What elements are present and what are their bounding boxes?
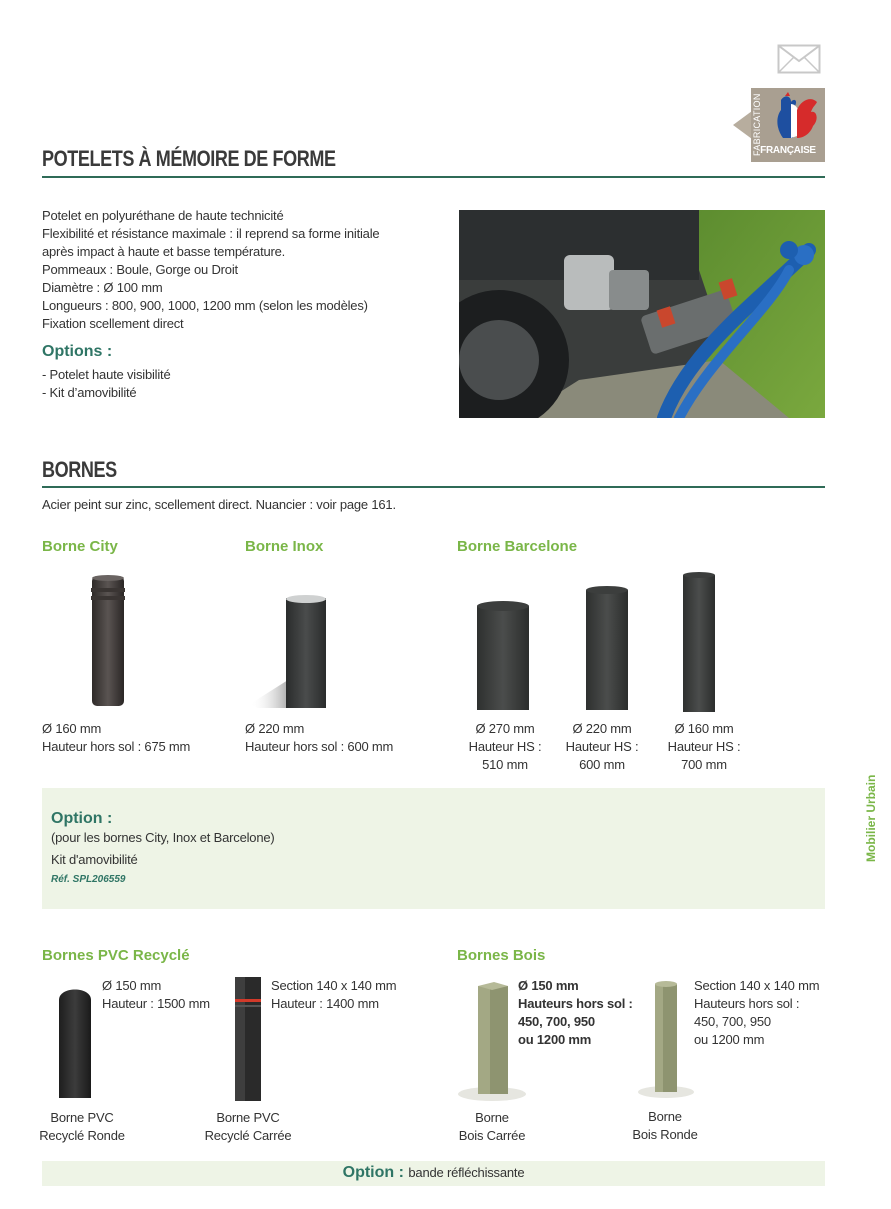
borne-inox-image xyxy=(248,594,330,710)
potelet-impact-photo xyxy=(459,210,825,418)
description-line: Longueurs : 800, 900, 1000, 1200 mm (selon les modèles) xyxy=(42,298,368,313)
option-bar-content xyxy=(42,1164,825,1182)
barcelone-160-specs xyxy=(654,720,754,774)
spec-line: ou 1200 mm xyxy=(694,1032,765,1047)
city-specs xyxy=(42,720,190,756)
rooster-icon xyxy=(771,92,821,144)
spec-line: Ø 160 mm xyxy=(674,721,734,736)
option-box xyxy=(42,788,825,909)
spec-line: 600 mm xyxy=(579,757,625,772)
option-box-ref: Réf. SPL206559 xyxy=(51,874,126,885)
spec-line: Ø 220 mm xyxy=(245,721,305,736)
spec-line: Ø 160 mm xyxy=(42,721,102,736)
bois-ronde-specs xyxy=(694,977,819,1049)
option-item: - Kit d’amovibilité xyxy=(42,385,137,400)
fabrication-francaise-badge xyxy=(733,88,825,162)
badge-line1: FABRICATION xyxy=(752,93,762,156)
spec-line: 450, 700, 950 xyxy=(694,1014,771,1029)
spec-line: Hauteurs hors sol : xyxy=(694,996,800,1011)
caption-line: Borne PVC xyxy=(216,1110,280,1125)
spec-line: 510 mm xyxy=(482,757,528,772)
spec-line: Hauteurs hors sol : xyxy=(518,996,633,1011)
spec-line: Section 140 x 140 mm xyxy=(694,978,820,993)
pvc-carree-specs xyxy=(271,977,396,1013)
description-line: Pommeaux : Boule, Gorge ou Droit xyxy=(42,262,238,277)
options-title: Options : xyxy=(42,343,113,360)
caption-line: Recyclé Ronde xyxy=(39,1128,125,1143)
section-rule xyxy=(42,486,825,488)
spec-line: Ø 220 mm xyxy=(572,721,632,736)
spec-line: Hauteur hors sol : 600 mm xyxy=(245,739,394,754)
spec-line: Hauteur : 1400 mm xyxy=(271,996,379,1011)
spec-line: Hauteur : 1500 mm xyxy=(102,996,210,1011)
pvc-carree-caption xyxy=(188,1109,308,1145)
spec-line: 450, 700, 950 xyxy=(518,1014,595,1029)
spec-line: Hauteur HS : xyxy=(565,739,639,754)
description-line: Potelet en polyuréthane de haute technicité xyxy=(42,208,284,223)
option-bar xyxy=(42,1161,825,1186)
badge-line2: FRANÇAISE xyxy=(760,145,816,156)
barcelone-220-specs xyxy=(552,720,652,774)
option-bar-title: Option : xyxy=(342,1164,404,1181)
spec-line: Ø 150 mm xyxy=(102,978,162,993)
caption-line: Recyclé Carrée xyxy=(204,1128,292,1143)
option-box-line2: Kit d'amovibilité xyxy=(51,852,138,867)
description-line: après impact à haute et basse température. xyxy=(42,244,286,259)
borne-pvc-carree-image xyxy=(231,975,265,1103)
spec-line: 700 mm xyxy=(681,757,727,772)
potelets-description xyxy=(42,207,442,333)
option-box-title: Option : xyxy=(51,810,113,827)
spec-line: ou 1200 mm xyxy=(518,1032,592,1047)
caption-line: Borne PVC xyxy=(50,1110,114,1125)
product-name-city: Borne City xyxy=(42,538,118,555)
option-item: - Potelet haute visibilité xyxy=(42,367,171,382)
product-name-bois: Bornes Bois xyxy=(457,947,546,964)
borne-pvc-ronde-image xyxy=(56,982,94,1100)
spec-line: Hauteur HS : xyxy=(667,739,741,754)
spec-line: Hauteur HS : xyxy=(468,739,542,754)
borne-barcelone-270-image xyxy=(475,600,531,712)
inox-specs xyxy=(245,720,393,756)
caption-line: Bois Carrée xyxy=(458,1128,526,1143)
section-title-potelets: POTELETS À MÉMOIRE DE FORME xyxy=(42,146,336,171)
product-name-pvc: Bornes PVC Recyclé xyxy=(42,947,190,964)
pvc-ronde-specs xyxy=(102,977,210,1013)
description-line: Fixation scellement direct xyxy=(42,316,184,331)
side-label-mobilier-urbain: Mobilier Urbain xyxy=(864,774,878,862)
section-title-bornes: BORNES xyxy=(42,457,117,482)
borne-barcelone-160-image xyxy=(681,572,717,714)
description-line: Diamètre : Ø 100 mm xyxy=(42,280,163,295)
product-name-inox: Borne Inox xyxy=(245,538,324,555)
spec-line: Hauteur hors sol : 675 mm xyxy=(42,739,191,754)
bois-ronde-caption xyxy=(605,1108,725,1144)
bornes-subtitle: Acier peint sur zinc, scellement direct. Nuancier : voir page 161. xyxy=(42,497,396,512)
options-list xyxy=(42,366,170,402)
option-bar-text: bande réfléchissante xyxy=(408,1165,525,1180)
description-line: Flexibilité et résistance maximale : il reprend sa forme initiale xyxy=(42,226,380,241)
borne-bois-ronde-image xyxy=(634,978,698,1102)
spec-line: Ø 270 mm xyxy=(475,721,535,736)
pvc-ronde-caption xyxy=(22,1109,142,1145)
barcelone-270-specs xyxy=(455,720,555,774)
product-name-barcelone: Borne Barcelone xyxy=(457,538,578,555)
option-box-line1: (pour les bornes City, Inox et Barcelone) xyxy=(51,830,275,845)
section-rule xyxy=(42,176,825,178)
spec-line: Section 140 x 140 mm xyxy=(271,978,397,993)
caption-line: Borne xyxy=(648,1109,682,1124)
borne-city-image xyxy=(86,574,130,708)
spec-line: Ø 150 mm xyxy=(518,978,579,993)
bois-carree-specs xyxy=(518,977,633,1049)
caption-line: Borne xyxy=(475,1110,509,1125)
bois-carree-caption xyxy=(432,1109,552,1145)
envelope-icon[interactable] xyxy=(777,44,821,74)
caption-line: Bois Ronde xyxy=(632,1127,698,1142)
borne-barcelone-220-image xyxy=(584,586,630,712)
